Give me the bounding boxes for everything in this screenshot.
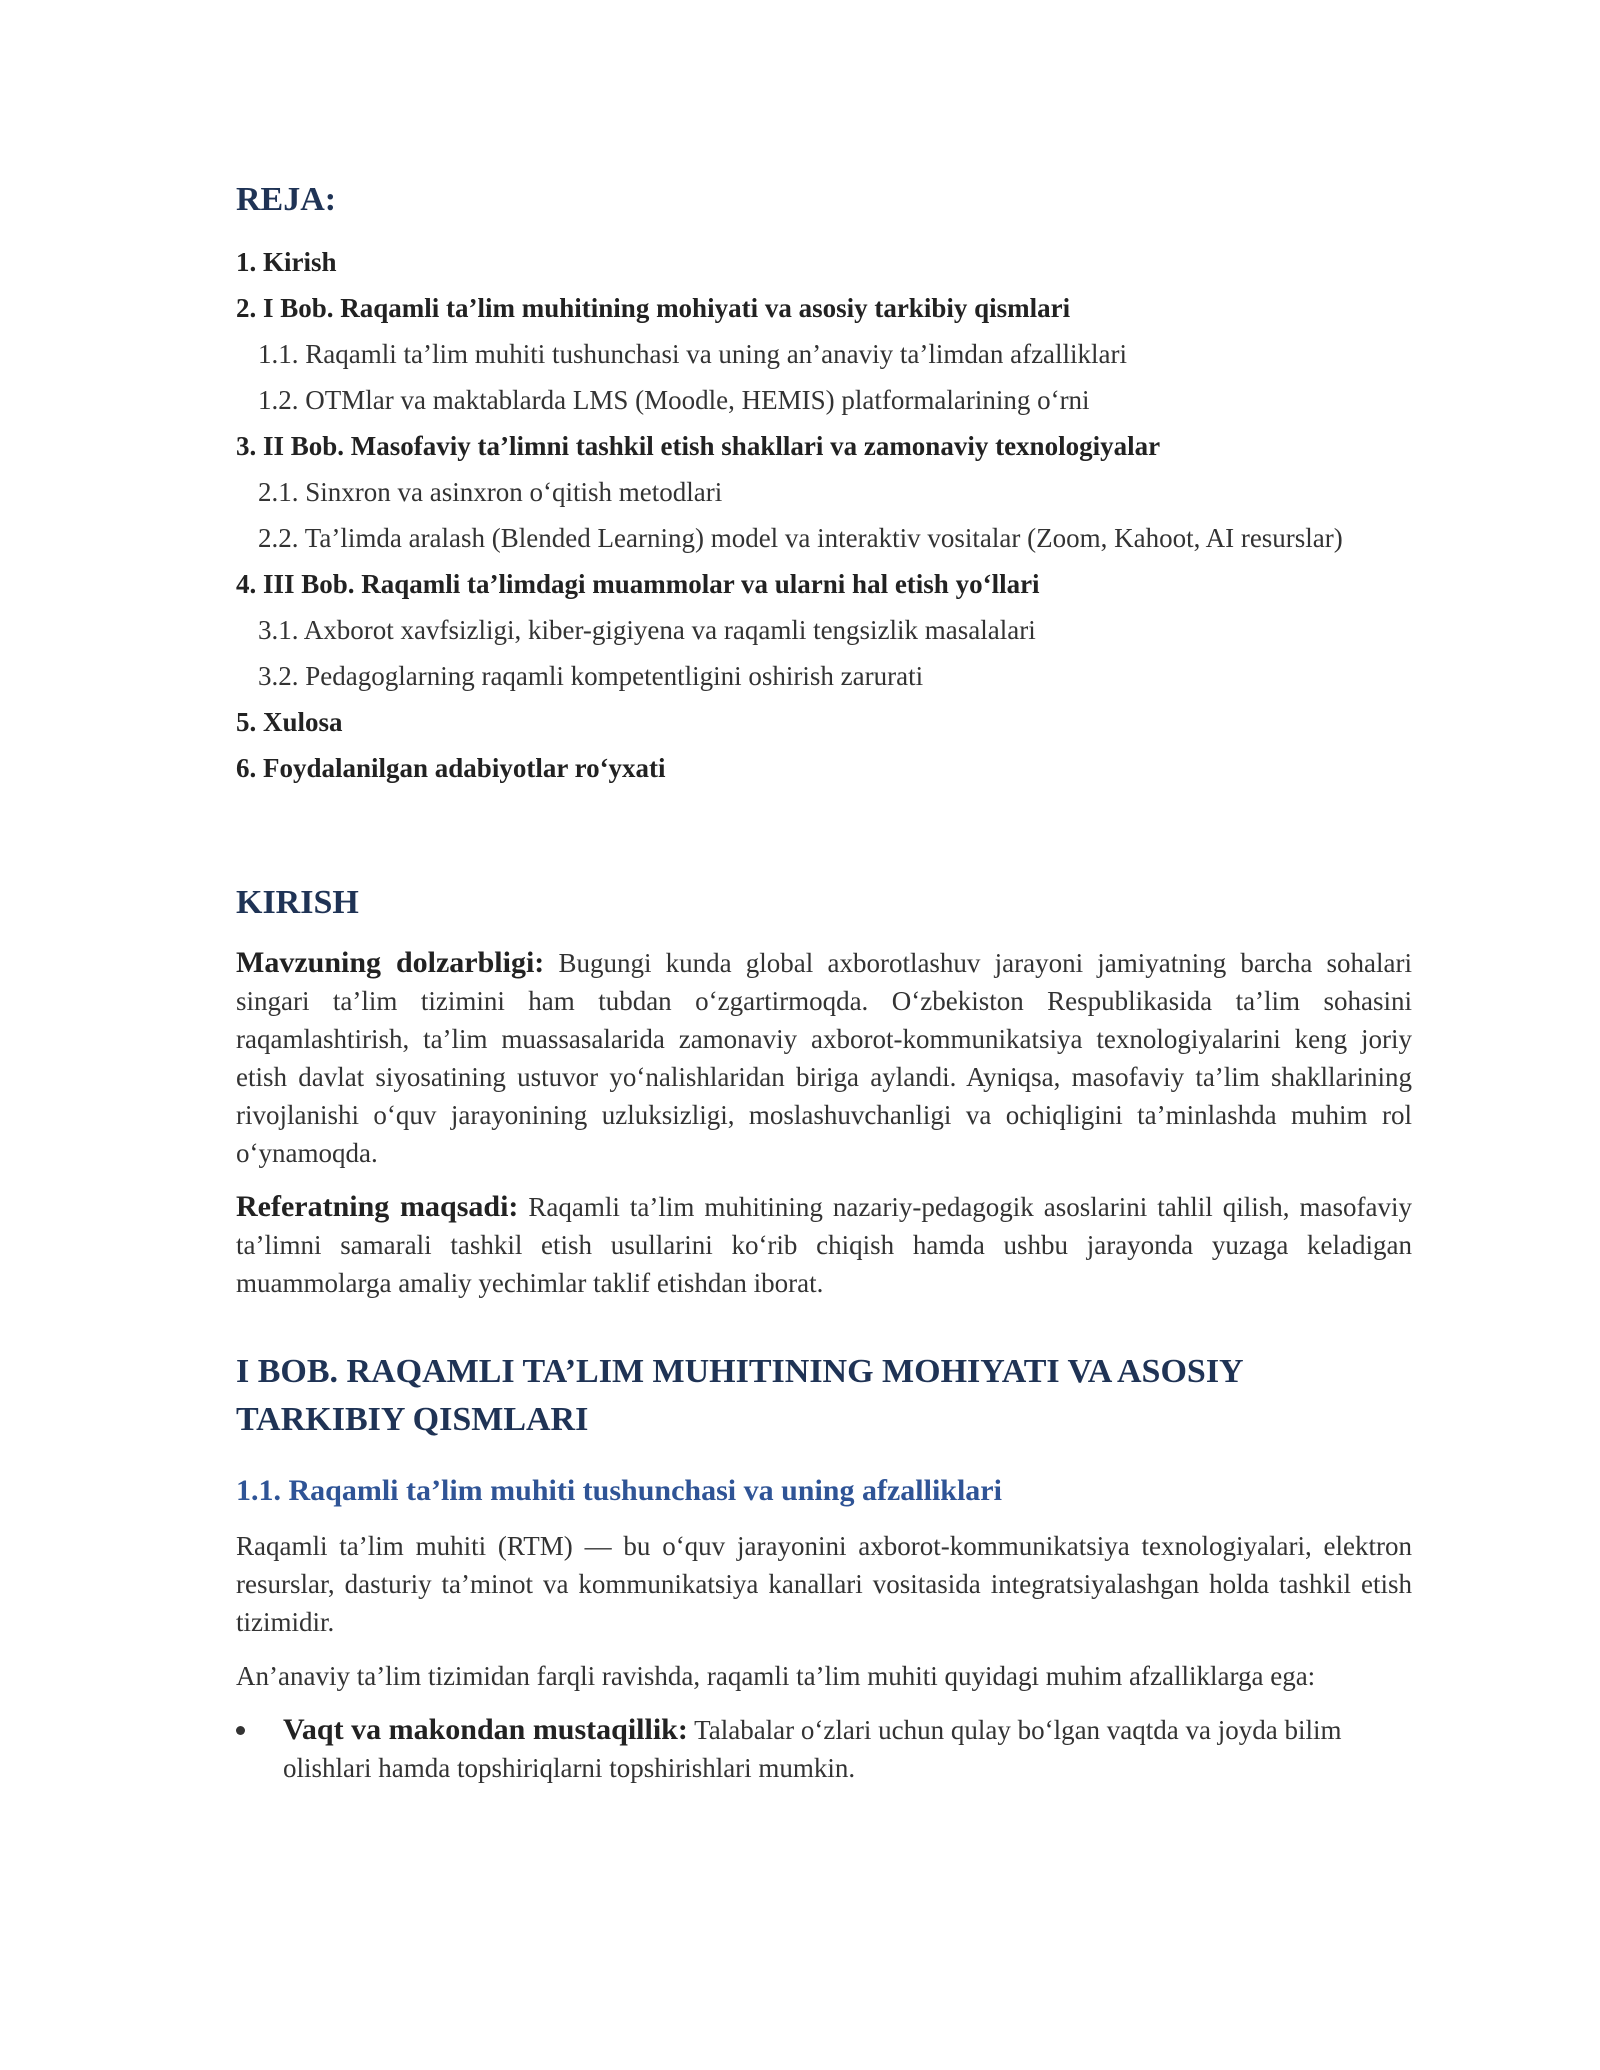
dolzarblik-lead: Mavzuning dolzarbligi:	[236, 945, 545, 979]
toc-item-2-2: 2.2. Ta’limda aralash (Blended Learning) model va interaktiv vositalar (Zoom, Kahoot, AI resurslar)	[258, 522, 1343, 553]
toc-item-3-2: 3.2. Pedagoglarning raqamli kompetentligini oshirish zarurati	[258, 660, 924, 691]
toc-item-1-2: 1.2. OTMlar va maktablarda LMS (Moodle, HEMIS) platformalarining o‘rni	[258, 384, 1090, 415]
toc-item-kirish: 1. Kirish	[236, 246, 337, 277]
list-item-lead: Vaqt va makondan mustaqillik:	[283, 1713, 688, 1747]
list-item	[236, 1711, 1412, 1787]
kirish-heading: KIRISH	[236, 883, 359, 921]
dolzarblik-text: Bugungi kunda global axborotlashuv jarayoni jamiyatning barcha sohalari singari ta’lim tizimini ham tubdan o‘zgartirmoqda. O‘zbekiston Respublikasida ta’lim sohasini raqamlashtirish, ta’lim muassasalarida zamonaviy axborot-kommunikatsiya texnologiyalarini keng joriy etish davlat siyosatining ustuvor yo‘nalishlaridan biriga aylandi. Ayniqsa, masofaviy ta’lim shakllarining rivojlanishi o‘quv jarayonining uzluksizligi, moslashuvchanligi va ochiqligini ta’minlashda muhim rol o‘ynamoqda.	[236, 947, 1412, 1168]
toc-item-3-1: 3.1. Axborot xavfsizligi, kiber-gigiyena va raqamli tengsizlik masalalari	[258, 614, 1036, 645]
rtm-definition-paragraph: Raqamli ta’lim muhiti (RTM) — bu o‘quv jarayonini axborot-kommunikatsiya texnologiyalari, elektron resurslar, dasturiy ta’minot va kommunikatsiya kanallari vositasida integratsiyalashgan holda tashkil etish tizimidir.	[236, 1531, 1412, 1638]
toc-item-adabiyotlar: 6. Foydalanilgan adabiyotlar ro‘yxati	[236, 752, 666, 783]
toc-item-bob2: 3. II Bob. Masofaviy ta’limni tashkil etish shakllari va zamonaviy texnologiyalar	[236, 430, 1161, 461]
document-page	[236, 180, 1412, 1787]
list-item-text: Talabalar o‘zlari uchun qulay bo‘lgan vaqtda va joyda bilim olishlari hamda topshiriqlarni topshirishlari mumkin.	[283, 1715, 1342, 1784]
bullet-icon	[236, 1726, 245, 1735]
maqsad-paragraph	[236, 1188, 1412, 1302]
toc-item-xulosa: 5. Xulosa	[236, 706, 343, 737]
afzalliklar-list	[236, 1711, 1412, 1787]
dolzarblik-paragraph	[236, 944, 1412, 1172]
bob1-heading: I BOB. RAQAMLI TA’LIM MUHITINING MOHIYATI VA ASOSIY TARKIBIY QISMLARI	[236, 1352, 1243, 1438]
reja-heading: REJA:	[236, 181, 337, 218]
toc-item-2-1: 2.1. Sinxron va asinxron o‘qitish metodlari	[258, 476, 723, 507]
toc-item-bob3: 4. III Bob. Raqamli ta’limdagi muammolar va ularni hal etish yo‘llari	[236, 568, 1040, 599]
maqsad-text: Raqamli ta’lim muhitining nazariy-pedagogik asoslarini tahlil qilish, masofaviy ta’limni samarali tashkil etish usullarini ko‘rib chiqish hamda ushbu jarayonda yuzaga keladigan muammolarga amaliy yechimlar taklif etishdan iborat.	[236, 1191, 1413, 1298]
afzalliklar-intro-paragraph: An’anaviy ta’lim tizimidan farqli ravishda, raqamli ta’lim muhiti quyidagi muhim afzalliklarga ega:	[236, 1661, 1316, 1692]
section-1-1-heading: 1.1. Raqamli ta’lim muhiti tushunchasi va uning afzalliklari	[236, 1473, 1002, 1507]
maqsad-lead: Referatning maqsadi:	[236, 1189, 519, 1223]
toc-item-1-1: 1.1. Raqamli ta’lim muhiti tushunchasi va uning an’anaviy ta’limdan afzalliklari	[258, 338, 1128, 369]
table-of-contents	[236, 243, 1412, 787]
toc-item-bob1: 2. I Bob. Raqamli ta’lim muhitining mohiyati va asosiy tarkibiy qismlari	[236, 292, 1071, 323]
